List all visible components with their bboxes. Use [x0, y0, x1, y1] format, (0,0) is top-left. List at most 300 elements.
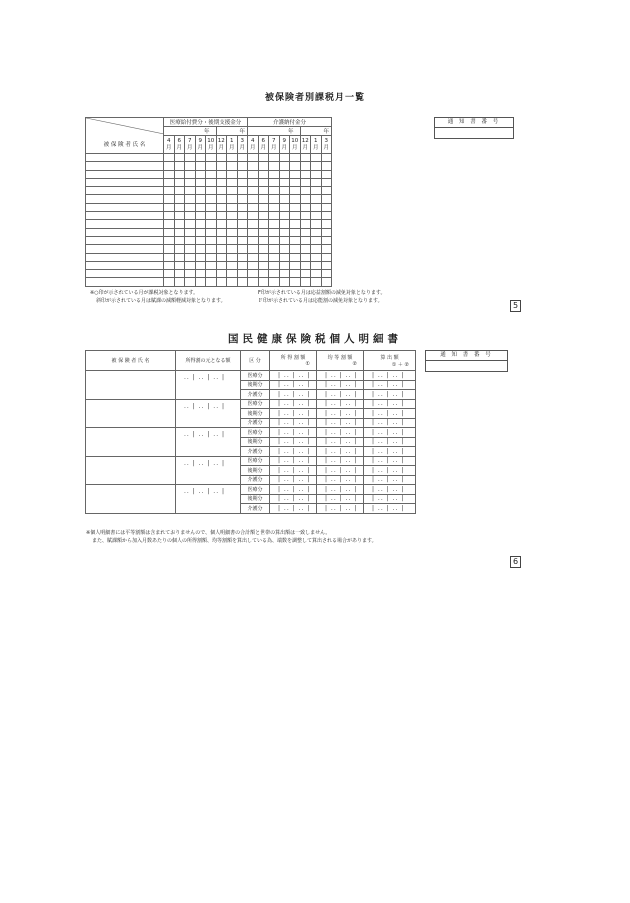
month-header [227, 136, 238, 154]
month-cell [290, 270, 301, 278]
amount-cell [317, 390, 364, 400]
month-cell [248, 195, 259, 203]
month-cell [269, 245, 280, 253]
month-cell [258, 187, 269, 195]
month-cell [174, 162, 185, 170]
month-cell [311, 187, 322, 195]
kubun-cell: 後期分 [241, 437, 270, 447]
month-cell [237, 203, 248, 211]
month-cell [311, 178, 322, 186]
digit-guides: | .. | .. | [325, 485, 358, 493]
month-number: 9 [282, 137, 286, 144]
header-shotoku-mark: ① [305, 361, 310, 367]
digit-guides: | .. | .. | [325, 371, 358, 379]
amount-cell [270, 504, 317, 514]
month-cell [185, 278, 196, 286]
notice-number-box-6 [425, 350, 508, 372]
digit-guides: | .. | .. | [372, 447, 405, 455]
month-cell [258, 253, 269, 261]
month-cell [195, 212, 206, 220]
month-cell [185, 154, 196, 162]
table-row [86, 236, 332, 244]
month-cell [237, 270, 248, 278]
month-header [185, 136, 196, 154]
month-cell [311, 245, 322, 253]
name-cell [86, 154, 164, 162]
month-cell [227, 187, 238, 195]
month-cell [279, 278, 290, 286]
table-row [86, 195, 332, 203]
month-cell [290, 203, 301, 211]
digit-guides: | .. | .. | [325, 438, 358, 446]
notice-number-label: 通 知 書 番 号 [435, 118, 513, 128]
digit-guides: | .. | .. | [278, 438, 311, 446]
month-cell [206, 236, 217, 244]
kubun-cell: 医療分 [241, 485, 270, 495]
amount-cell [364, 504, 416, 514]
header-santei-mark: ① ＋ ② [391, 361, 409, 368]
header-santei [364, 351, 416, 371]
month-cell [269, 261, 280, 269]
month-cell [227, 261, 238, 269]
month-cell [269, 162, 280, 170]
month-cell [290, 236, 301, 244]
month-cell [216, 178, 227, 186]
digit-guides: | .. | .. | [278, 409, 311, 417]
digit-guides: | .. | .. | [278, 457, 311, 465]
month-cell [164, 220, 175, 228]
month-cell [185, 228, 196, 236]
month-cell [258, 245, 269, 253]
month-cell [258, 170, 269, 178]
month-cell [248, 270, 259, 278]
amount-cell [270, 399, 317, 409]
month-cell [195, 187, 206, 195]
name-header: 被 保 険 者 氏 名 [86, 136, 164, 154]
amount-cell [364, 437, 416, 447]
month-cell [174, 187, 185, 195]
month-cell [300, 195, 311, 203]
month-unit: 月 [260, 144, 266, 151]
table-row [86, 371, 416, 381]
digit-guides: | .. | .. | [325, 447, 358, 455]
month-cell [227, 245, 238, 253]
digit-guides: | .. | .. | [325, 409, 358, 417]
month-cell [258, 278, 269, 286]
month-cell [248, 203, 259, 211]
digit-guides: | .. | .. | [372, 504, 405, 512]
amount-cell [317, 466, 364, 476]
month-cell [290, 178, 301, 186]
month-cell [279, 203, 290, 211]
month-cell [174, 270, 185, 278]
month-cell [300, 203, 311, 211]
income-base-cell [176, 399, 241, 428]
month-unit: 月 [312, 144, 319, 151]
year-label-3: 年 [248, 127, 301, 136]
month-cell [164, 278, 175, 286]
personal-detail-table-wrap [85, 350, 416, 514]
month-cell [321, 270, 332, 278]
month-cell [279, 212, 290, 220]
table-row [86, 187, 332, 195]
digit-guides: | .. | .. | [325, 495, 358, 503]
month-cell [279, 228, 290, 236]
month-cell [185, 270, 196, 278]
month-cell [227, 178, 238, 186]
notice-number-label: 通 知 書 番 号 [426, 351, 507, 361]
month-cell [206, 170, 217, 178]
month-cell [279, 220, 290, 228]
section5-title: 被保険者別課税月一覧 [264, 93, 365, 103]
table-row [86, 154, 332, 162]
kubun-cell: 介護分 [241, 504, 270, 514]
amount-cell [317, 447, 364, 457]
month-cell [300, 278, 311, 286]
income-base-cell [176, 371, 241, 400]
month-cell [195, 270, 206, 278]
digit-guides: | .. | .. | [278, 390, 311, 398]
month-header [269, 136, 280, 154]
month-header [258, 136, 269, 154]
header-name: 被 保 険 者 氏 名 [86, 351, 176, 371]
month-cell [174, 253, 185, 261]
table-row [86, 270, 332, 278]
month-cell [206, 245, 217, 253]
month-unit: 月 [302, 144, 308, 151]
month-cell [279, 170, 290, 178]
month-cell [269, 203, 280, 211]
note-6-line2: また、賦課額から加入月数あたりの個人の所得割額、均等割額を算出している為、端数を調整して算出される場合があります。 [92, 538, 377, 544]
digit-guides: | .. | .. | [372, 409, 405, 417]
year-label-1: 年 [164, 127, 217, 136]
month-cell [185, 195, 196, 203]
month-cell [164, 195, 175, 203]
header-kinto [317, 351, 364, 371]
month-cell [195, 203, 206, 211]
amount-cell [364, 428, 416, 438]
amount-cell [364, 380, 416, 390]
month-cell [300, 187, 311, 195]
digit-guides: | .. | .. | [372, 466, 405, 474]
month-cell [227, 203, 238, 211]
month-cell [164, 187, 175, 195]
month-cell [290, 187, 301, 195]
month-cell [174, 154, 185, 162]
month-cell [227, 170, 238, 178]
month-unit: 月 [218, 144, 224, 151]
month-cell [321, 253, 332, 261]
month-cell [164, 212, 175, 220]
month-cell [206, 203, 217, 211]
month-header [237, 136, 248, 154]
month-header [164, 136, 175, 154]
digit-guides: | .. | .. | [325, 390, 358, 398]
month-cell [216, 245, 227, 253]
month-cell [279, 154, 290, 162]
insured-name-cell [86, 371, 176, 400]
month-cell [248, 154, 259, 162]
month-cell [248, 245, 259, 253]
month-cell [279, 187, 290, 195]
month-cell [269, 178, 280, 186]
month-cell [258, 195, 269, 203]
amount-cell [270, 447, 317, 457]
month-header [290, 136, 301, 154]
month-cell [321, 203, 332, 211]
income-base-cell [176, 485, 241, 514]
month-cell [248, 261, 259, 269]
month-cell [279, 195, 290, 203]
month-number: 1 [230, 137, 234, 144]
month-cell [269, 236, 280, 244]
month-cell [227, 162, 238, 170]
month-cell [258, 203, 269, 211]
kubun-cell: 後期分 [241, 494, 270, 504]
kubun-cell: 介護分 [241, 475, 270, 485]
month-cell [185, 178, 196, 186]
month-cell [237, 170, 248, 178]
month-cell [237, 245, 248, 253]
month-cell [174, 220, 185, 228]
amount-cell [364, 390, 416, 400]
year-label-4: 年 [300, 127, 332, 136]
month-cell [311, 203, 322, 211]
month-cell [174, 261, 185, 269]
month-unit: 月 [249, 144, 256, 151]
month-cell [311, 236, 322, 244]
month-cell [269, 220, 280, 228]
month-header [248, 136, 259, 154]
month-cell [311, 162, 322, 170]
digit-guides: | .. | .. | [372, 428, 405, 436]
month-cell [216, 162, 227, 170]
month-header [311, 136, 322, 154]
amount-cell [270, 418, 317, 428]
digit-guides: | .. | .. | [278, 400, 311, 408]
month-cell [164, 270, 175, 278]
name-cell [86, 236, 164, 244]
month-cell [237, 261, 248, 269]
month-cell [311, 270, 322, 278]
table-row [86, 170, 332, 178]
table-row [86, 278, 332, 286]
digit-guides: .. | .. | .. | [184, 459, 226, 467]
month-cell [174, 195, 185, 203]
digit-guides: | .. | .. | [278, 466, 311, 474]
month-cell [300, 261, 311, 269]
month-cell [195, 162, 206, 170]
digit-guides: | .. | .. | [278, 419, 311, 427]
month-number: 12 [217, 137, 225, 144]
month-cell [248, 220, 259, 228]
name-cell [86, 228, 164, 236]
month-cell [227, 278, 238, 286]
month-cell [290, 253, 301, 261]
amount-cell [317, 504, 364, 514]
amount-cell [364, 371, 416, 381]
month-cell [248, 187, 259, 195]
month-cell [164, 253, 175, 261]
amount-cell [317, 428, 364, 438]
month-cell [321, 278, 332, 286]
tax-month-table [85, 117, 332, 287]
month-cell [174, 278, 185, 286]
table-row [86, 485, 416, 495]
month-number: 10 [207, 137, 215, 144]
month-cell [227, 228, 238, 236]
month-number: 7 [272, 137, 276, 144]
month-cell [300, 162, 311, 170]
month-cell [216, 236, 227, 244]
month-cell [206, 187, 217, 195]
month-cell [216, 203, 227, 211]
month-cell [321, 178, 332, 186]
month-cell [311, 220, 322, 228]
header-shotoku-label: 所 得 割 額 [280, 355, 306, 361]
month-cell [185, 253, 196, 261]
amount-cell [317, 371, 364, 381]
month-cell [216, 278, 227, 286]
name-cell [86, 278, 164, 286]
digit-guides: | .. | .. | [325, 381, 358, 389]
month-cell [185, 170, 196, 178]
month-cell [290, 278, 301, 286]
month-unit: 月 [197, 144, 203, 151]
month-cell [290, 220, 301, 228]
month-cell [195, 261, 206, 269]
amount-cell [270, 371, 317, 381]
month-cell [195, 236, 206, 244]
digit-guides: | .. | .. | [278, 381, 311, 389]
income-base-cell [176, 456, 241, 485]
kubun-cell: 介護分 [241, 418, 270, 428]
month-cell [174, 228, 185, 236]
amount-cell [270, 466, 317, 476]
month-unit: 月 [281, 144, 287, 151]
digit-guides: | .. | .. | [325, 419, 358, 427]
month-cell [258, 261, 269, 269]
month-cell [195, 178, 206, 186]
month-cell [227, 270, 238, 278]
table-row [86, 428, 416, 438]
month-cell [300, 154, 311, 162]
month-cell [206, 162, 217, 170]
kubun-cell: 後期分 [241, 380, 270, 390]
month-cell [185, 203, 196, 211]
name-cell [86, 253, 164, 261]
month-header [321, 136, 332, 154]
digit-guides: .. | .. | .. | [184, 488, 226, 495]
month-header [216, 136, 227, 154]
month-cell [206, 270, 217, 278]
notice-number-box-5 [434, 117, 514, 139]
digit-guides: .. | .. | .. | [184, 402, 226, 410]
amount-cell [270, 475, 317, 485]
month-cell [237, 228, 248, 236]
month-unit: 月 [291, 144, 298, 151]
group-medical: 医療給付費分・後期支援金分 [164, 118, 248, 127]
name-cell [86, 170, 164, 178]
digit-guides: | .. | .. | [372, 371, 405, 379]
month-cell [279, 178, 290, 186]
month-cell [258, 162, 269, 170]
month-cell [206, 178, 217, 186]
header-santei-label: 算 出 額 [380, 354, 399, 361]
kubun-cell: 後期分 [241, 466, 270, 476]
digit-guides: | .. | .. | [372, 485, 405, 493]
diagonal-line [86, 118, 164, 134]
month-cell [300, 270, 311, 278]
month-cell [300, 212, 311, 220]
amount-cell [317, 485, 364, 495]
group-care: 介護納付金分 [248, 118, 332, 127]
insured-name-cell [86, 428, 176, 457]
month-number: 4 [167, 137, 171, 144]
month-number: 7 [188, 137, 192, 144]
month-unit: 月 [270, 144, 277, 151]
month-cell [216, 170, 227, 178]
table-row [86, 253, 332, 261]
month-cell [164, 178, 175, 186]
month-cell [321, 170, 332, 178]
month-cell [164, 261, 175, 269]
month-cell [164, 203, 175, 211]
month-unit: 月 [228, 144, 235, 151]
month-cell [300, 220, 311, 228]
month-cell [227, 220, 238, 228]
amount-cell [317, 475, 364, 485]
amount-cell [270, 380, 317, 390]
digit-guides: | .. | .. | [278, 495, 311, 503]
month-cell [321, 187, 332, 195]
digit-guides: | .. | .. | [325, 466, 358, 474]
page-number-5: 5 [510, 300, 521, 312]
digit-guides: | .. | .. | [278, 447, 311, 455]
month-cell [237, 212, 248, 220]
month-cell [227, 236, 238, 244]
note-right-2: Ｆ印が示されている月は応能割の減免対象となります。 [258, 298, 383, 304]
month-cell [321, 236, 332, 244]
month-cell [258, 212, 269, 220]
month-cell [300, 228, 311, 236]
amount-cell [364, 447, 416, 457]
amount-cell [317, 418, 364, 428]
month-cell [311, 212, 322, 220]
month-cell [279, 253, 290, 261]
month-cell [290, 170, 301, 178]
month-number: 9 [198, 137, 202, 144]
month-cell [269, 212, 280, 220]
month-cell [311, 278, 322, 286]
month-cell [269, 187, 280, 195]
month-cell [185, 187, 196, 195]
name-cell [86, 261, 164, 269]
month-cell [300, 178, 311, 186]
amount-cell [364, 485, 416, 495]
month-cell [248, 228, 259, 236]
month-cell [164, 228, 175, 236]
month-cell [311, 261, 322, 269]
digit-guides: | .. | .. | [325, 504, 358, 512]
month-cell [258, 228, 269, 236]
amount-cell [270, 428, 317, 438]
kubun-cell: 医療分 [241, 428, 270, 438]
month-number: 10 [291, 137, 299, 144]
digit-guides: | .. | .. | [372, 438, 405, 446]
name-cell [86, 203, 164, 211]
month-number: 3 [240, 137, 244, 144]
